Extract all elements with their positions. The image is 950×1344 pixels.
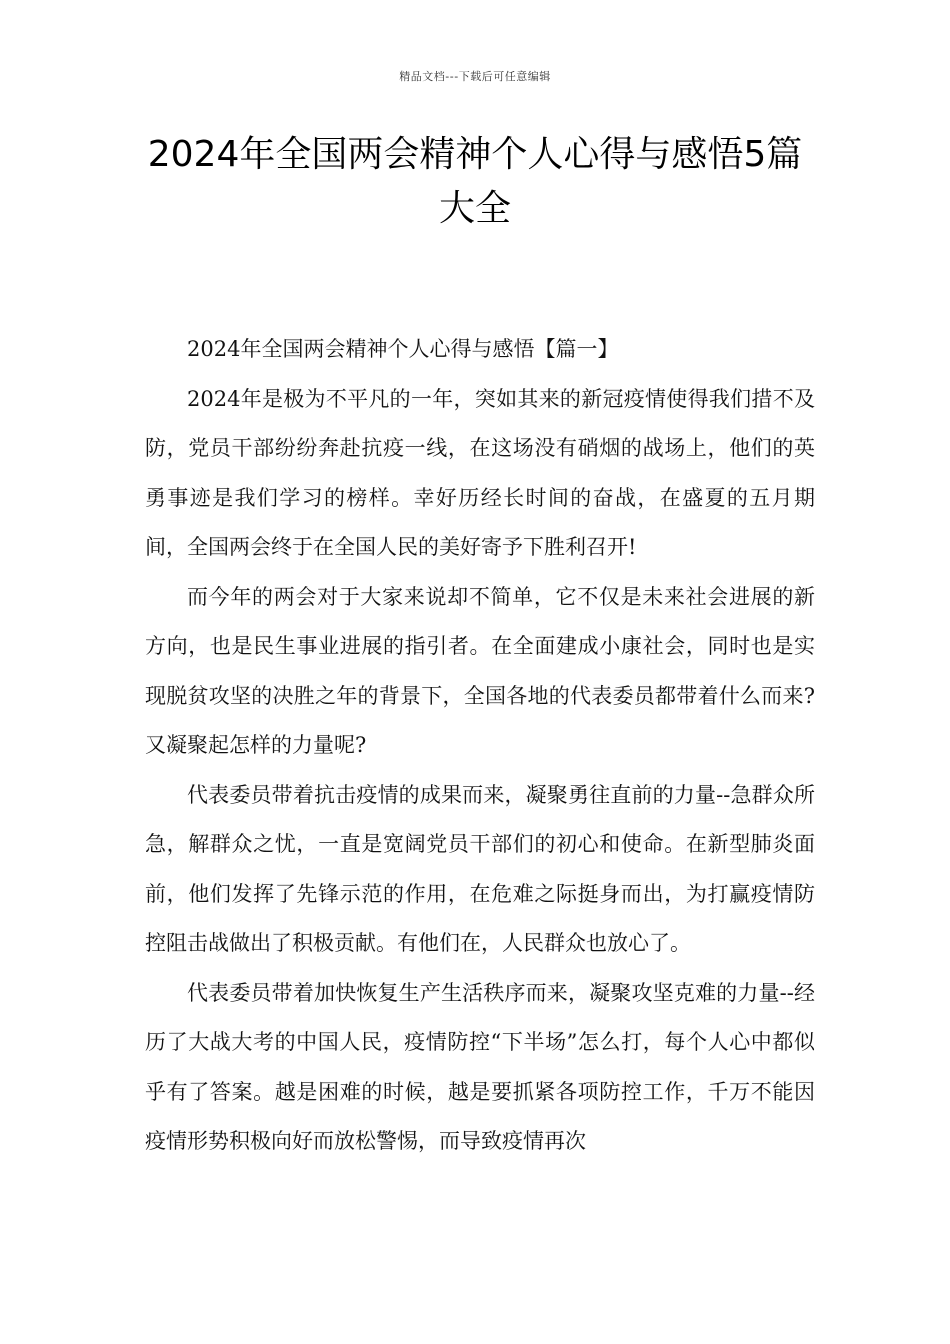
section-heading: 2024年全国两会精神个人心得与感悟【篇一】 [187,337,619,361]
document-body [145,325,815,1167]
paragraph-2: 而今年的两会对于大家来说却不简单，它不仅是未来社会进展的新方向，也是民生事业进展的指引者。在全面建成小康社会，同时也是实现脱贫攻坚的决胜之年的背景下，全国各地的代表委员都带着什么而来?又凝聚起怎样的力量呢? [145,584,815,757]
document-title: 2024年全国两会精神个人心得与感悟5篇大全 [147,134,803,229]
paragraph-4: 代表委员带着加快恢复生产生活秩序而来，凝聚攻坚克难的力量--经历了大战大考的中国人民，疫情防控“下半场”怎么打，每个人心中都似乎有了答案。越是困难的时候，越是要抓紧各项防控工作，千万不能因疫情形势积极向好而放松警惕，而导致疫情再次 [145,980,815,1153]
header-note: 精品文档---下载后可任意编辑 [399,70,551,83]
paragraph-1: 2024年是极为不平凡的一年，突如其来的新冠疫情使得我们措不及防，党员干部纷纷奔赴抗疫一线，在这场没有硝烟的战场上，他们的英勇事迹是我们学习的榜样。幸好历经长时间的奋战，在盛夏的五月期间，全国两会终于在全国人民的美好寄予下胜利召开! [145,386,815,559]
paragraph-3: 代表委员带着抗击疫情的成果而来，凝聚勇往直前的力量--急群众所急，解群众之忧，一直是宽阔党员干部们的初心和使命。在新型肺炎面前，他们发挥了先锋示范的作用，在危难之际挺身而出，为打赢疫情防控阻击战做出了积极贡献。有他们在，人民群众也放心了。 [145,782,815,955]
